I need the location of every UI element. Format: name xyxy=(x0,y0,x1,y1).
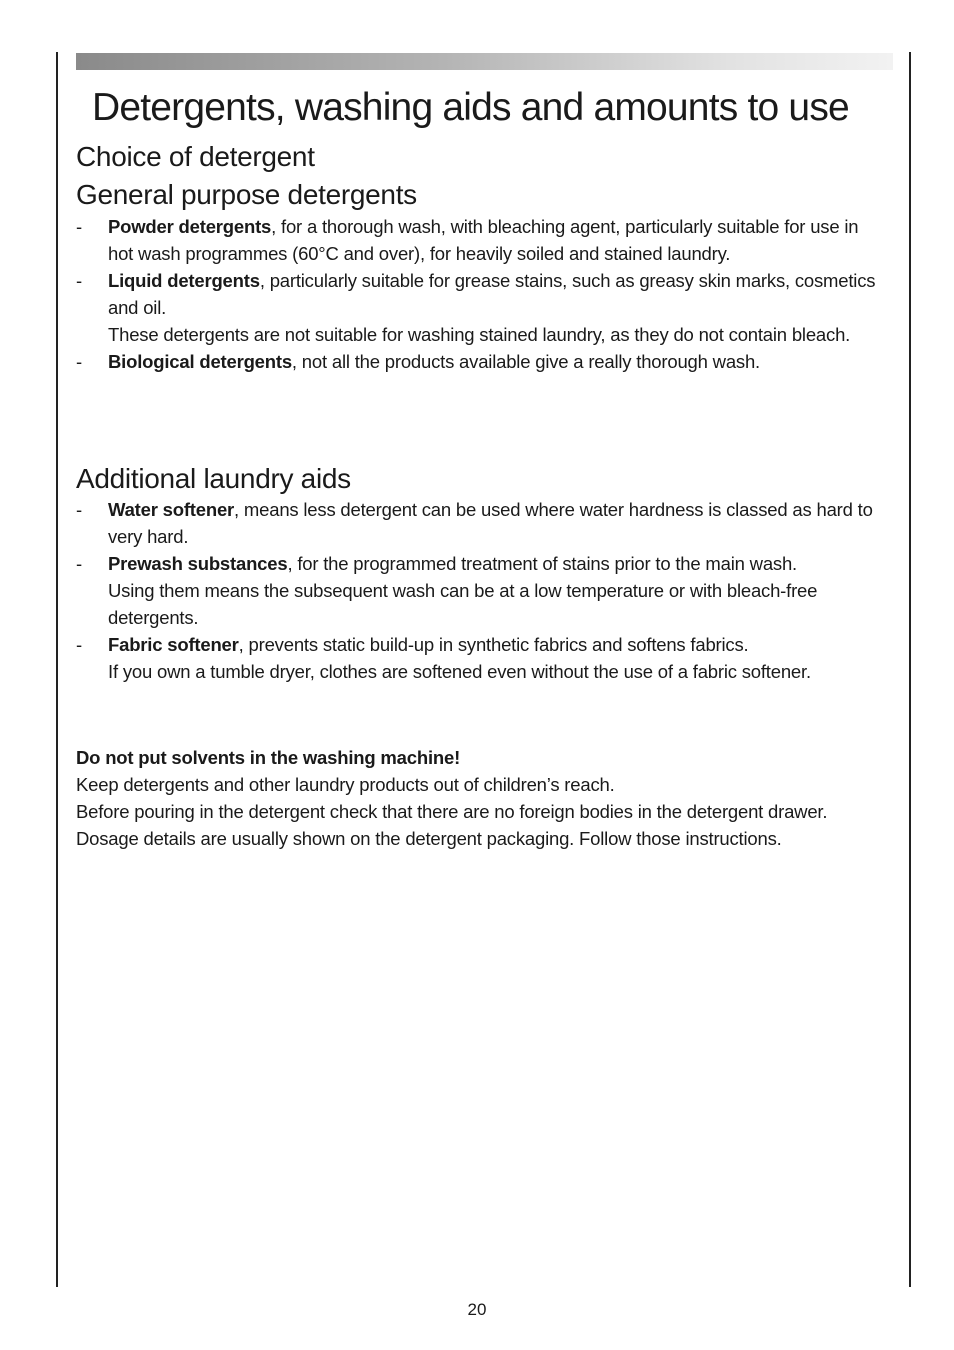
note-text: Before pouring in the detergent check that there are no foreign bodies in the detergent drawer. xyxy=(76,801,828,822)
bullet-dash: - xyxy=(76,553,82,574)
item-term: Liquid detergents xyxy=(108,270,260,291)
list-item xyxy=(76,496,888,550)
list-item xyxy=(76,213,888,267)
warning-text: Do not put solvents in the washing machine! xyxy=(76,747,461,768)
bullet-dash: - xyxy=(76,216,82,237)
item-term: Biological detergents xyxy=(108,351,292,372)
header-gradient-bar xyxy=(76,53,893,70)
item-term: Powder detergents xyxy=(108,216,272,237)
list-item xyxy=(76,267,888,348)
item-text: , prevents static build-up in synthetic fabrics and softens fabrics. xyxy=(238,634,749,655)
bullet-dash: - xyxy=(76,270,82,291)
item-term: Water softener xyxy=(108,499,235,520)
choice-of-detergent-heading: Choice of detergent xyxy=(76,141,315,172)
item-extra-text: Using them means the subsequent wash can be at a low temperature or with bleach-free detergents. xyxy=(108,580,818,628)
item-extra-text: If you own a tumble dryer, clothes are softened even without the use of a fabric softener. xyxy=(108,661,811,682)
item-text: , means less detergent can be used where water hardness is classed as hard to very hard. xyxy=(108,499,873,547)
page-title: Detergents, washing aids and amounts to use xyxy=(92,86,849,129)
laundry-aids-list xyxy=(76,496,888,685)
item-text: , not all the products available give a really thorough wash. xyxy=(291,351,760,372)
general-purpose-heading: General purpose detergents xyxy=(76,179,417,210)
bullet-dash: - xyxy=(76,499,82,520)
note-text: Dosage details are usually shown on the detergent packaging. Follow those instructions. xyxy=(76,828,782,849)
list-item xyxy=(76,348,888,375)
item-extra-text: These detergents are not suitable for washing stained laundry, as they do not contain bleach. xyxy=(108,324,851,345)
safety-notes xyxy=(76,744,888,852)
list-item xyxy=(76,550,888,631)
bullet-dash: - xyxy=(76,351,82,372)
additional-aids-heading: Additional laundry aids xyxy=(76,463,351,494)
right-margin-rule xyxy=(909,52,911,1287)
general-detergents-list xyxy=(76,213,888,375)
bullet-dash: - xyxy=(76,634,82,655)
page-number: 20 xyxy=(467,1300,487,1319)
note-text: Keep detergents and other laundry products out of children’s reach. xyxy=(76,774,615,795)
item-text: , for a thorough wash, with bleaching agent, particularly suitable for use in hot wash programmes (60°C and over), for heavily soiled and stained laundry. xyxy=(108,216,859,264)
item-text: , for the programmed treatment of stains prior to the main wash. xyxy=(287,553,797,574)
item-term: Fabric softener xyxy=(108,634,239,655)
item-text: , particularly suitable for grease stains, such as greasy skin marks, cosmetics and oil. xyxy=(108,270,876,318)
list-item xyxy=(76,631,888,685)
left-margin-rule xyxy=(56,52,58,1287)
item-term: Prewash substances xyxy=(108,553,288,574)
